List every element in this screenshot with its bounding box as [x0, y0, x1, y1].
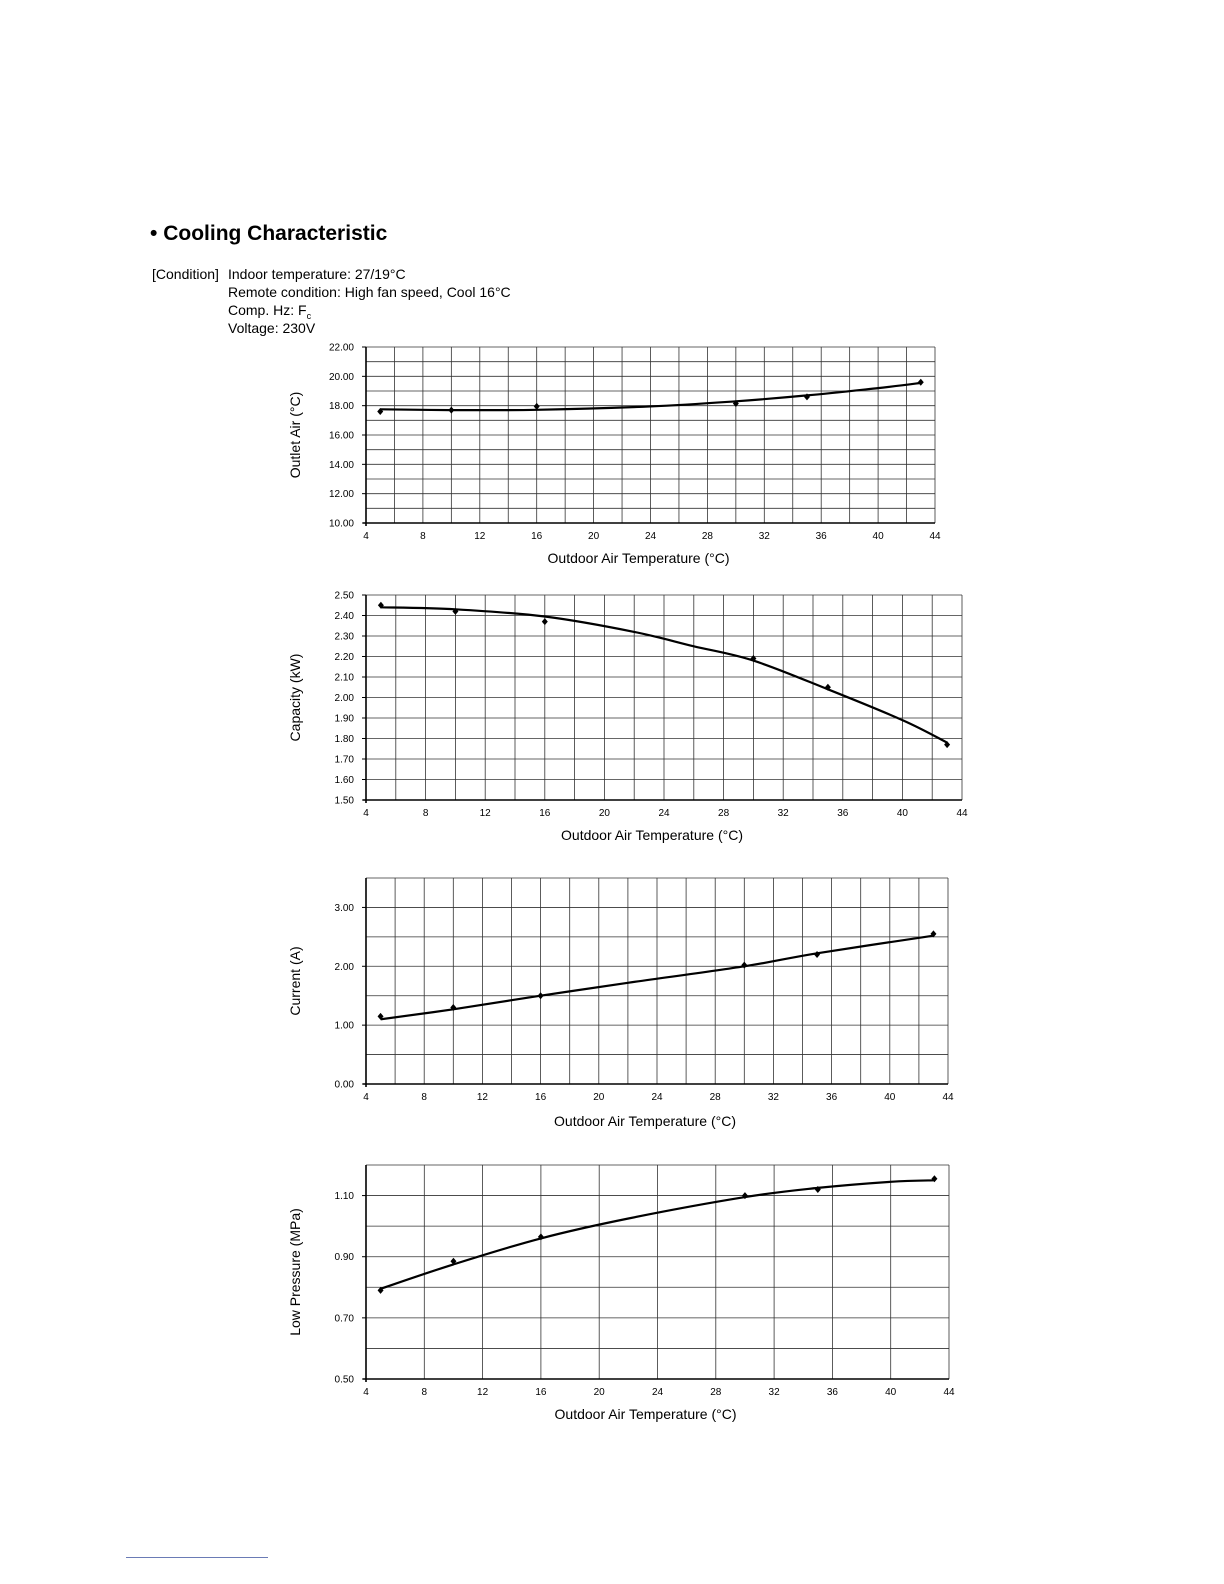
y-axis-label: Low Pressure (MPa)	[287, 1208, 303, 1336]
y-tick-label: 20.00	[328, 371, 354, 383]
y-tick-label: 0.50	[334, 1374, 354, 1386]
x-tick-label: 40	[872, 531, 884, 542]
condition-indoor-temperature: Indoor temperature: 27/19°C	[228, 266, 406, 282]
x-tick-label: 44	[956, 808, 968, 819]
y-tick-label: 2.00	[334, 961, 354, 973]
x-tick-label: 24	[644, 531, 657, 542]
x-tick-label: 32	[777, 808, 789, 819]
x-tick-label: 28	[701, 531, 713, 542]
y-tick-label: 2.40	[334, 611, 354, 622]
x-tick-label: 16	[531, 531, 543, 542]
data-point	[542, 618, 548, 625]
low-pressure-chart	[287, 1165, 955, 1422]
grid-lines	[366, 347, 935, 523]
condition-remote: Remote condition: High fan speed, Cool 16°C	[228, 284, 511, 300]
y-tick-label: 2.50	[334, 590, 354, 602]
y-tick-label: 18.00	[328, 401, 354, 413]
x-tick-label: 24	[651, 1092, 663, 1103]
x-tick-label: 4	[363, 808, 369, 819]
x-tick-label: 4	[363, 531, 369, 542]
y-axis-label: Capacity (kW)	[287, 653, 303, 742]
x-tick-label: 28	[718, 808, 730, 819]
x-tick-label: 40	[885, 1387, 897, 1398]
x-tick-label: 12	[474, 531, 486, 542]
x-axis-label: Outdoor Air Temperature (°C)	[547, 550, 730, 566]
x-tick-label: 32	[768, 1387, 780, 1398]
data-point	[538, 992, 544, 999]
data-point	[918, 379, 924, 386]
x-tick-label: 36	[826, 1387, 838, 1398]
x-tick-label: 12	[479, 808, 491, 819]
y-tick-label: 0.90	[334, 1252, 354, 1264]
capacity-chart	[287, 591, 968, 844]
x-tick-label: 4	[363, 1092, 369, 1103]
x-tick-label: 20	[588, 531, 600, 542]
y-tick-label: 1.60	[334, 775, 354, 786]
y-axis-label: Current (A)	[287, 946, 303, 1016]
y-tick-label: 2.20	[334, 652, 354, 663]
outlet-air-chart	[287, 343, 941, 567]
x-axis-label: Outdoor Air Temperature (°C)	[554, 1113, 736, 1129]
current-chart	[287, 878, 954, 1129]
y-axis-label: Outlet Air (°C)	[287, 391, 303, 479]
grid-lines	[366, 595, 962, 800]
x-tick-label: 24	[651, 1387, 664, 1398]
x-tick-label: 44	[943, 1387, 955, 1398]
y-tick-label: 1.70	[334, 754, 354, 766]
x-tick-label: 20	[593, 1092, 605, 1103]
grid-lines	[366, 878, 948, 1084]
y-tick-label: 1.90	[334, 713, 354, 725]
y-tick-label: 0.70	[334, 1313, 354, 1325]
y-tick-label: 1.00	[334, 1020, 354, 1032]
x-tick-label: 28	[710, 1387, 722, 1398]
y-tick-label: 2.00	[334, 693, 354, 704]
y-tick-label: 2.10	[334, 672, 354, 684]
x-tick-label: 24	[658, 808, 670, 819]
x-tick-label: 32	[767, 1092, 779, 1103]
x-tick-label: 20	[598, 808, 610, 819]
condition-label: [Condition]	[152, 266, 219, 282]
x-tick-label: 44	[942, 1092, 954, 1103]
x-tick-label: 40	[896, 808, 908, 819]
y-tick-label: 1.10	[334, 1191, 354, 1203]
y-tick-label: 3.00	[334, 902, 354, 914]
x-axis-label: Outdoor Air Temperature (°C)	[554, 1406, 737, 1422]
y-tick-label: 16.00	[328, 430, 354, 442]
heading-title: Cooling Characteristic	[163, 222, 388, 245]
x-tick-label: 28	[709, 1092, 721, 1103]
x-tick-label: 20	[593, 1387, 605, 1398]
x-tick-label: 4	[363, 1387, 369, 1398]
condition-voltage: Voltage: 230V	[228, 320, 316, 336]
x-tick-label: 8	[421, 1092, 427, 1103]
condition-comp-hz-subscript: c	[306, 310, 312, 321]
x-axis-label: Outdoor Air Temperature (°C)	[561, 827, 743, 843]
heading-bullet: •	[150, 222, 158, 245]
x-tick-label: 32	[758, 531, 770, 542]
x-tick-label: 36	[826, 1092, 838, 1103]
x-tick-label: 16	[535, 1387, 547, 1398]
x-tick-label: 16	[535, 1092, 547, 1103]
x-tick-label: 12	[477, 1387, 489, 1398]
y-tick-label: 2.30	[334, 631, 354, 643]
y-tick-label: 10.00	[328, 518, 354, 530]
x-tick-label: 16	[539, 808, 551, 819]
x-tick-label: 8	[421, 1387, 428, 1398]
y-tick-label: 1.50	[334, 795, 354, 807]
y-tick-label: 14.00	[328, 459, 354, 471]
x-tick-label: 36	[815, 531, 827, 542]
x-tick-label: 44	[929, 531, 941, 542]
x-tick-label: 12	[476, 1092, 488, 1103]
x-tick-label: 40	[884, 1092, 896, 1103]
y-tick-label: 12.00	[328, 489, 354, 501]
y-tick-label: 22.00	[328, 342, 354, 354]
condition-comp-hz-text: Comp. Hz: F	[228, 302, 307, 318]
y-tick-label: 0.00	[334, 1079, 354, 1091]
x-tick-label: 36	[837, 808, 849, 819]
x-tick-label: 8	[420, 531, 426, 542]
footer-rule	[126, 1557, 268, 1558]
x-tick-label: 8	[422, 808, 429, 819]
grid-lines	[366, 1165, 949, 1379]
data-point	[448, 407, 454, 414]
y-tick-label: 1.80	[334, 734, 354, 745]
